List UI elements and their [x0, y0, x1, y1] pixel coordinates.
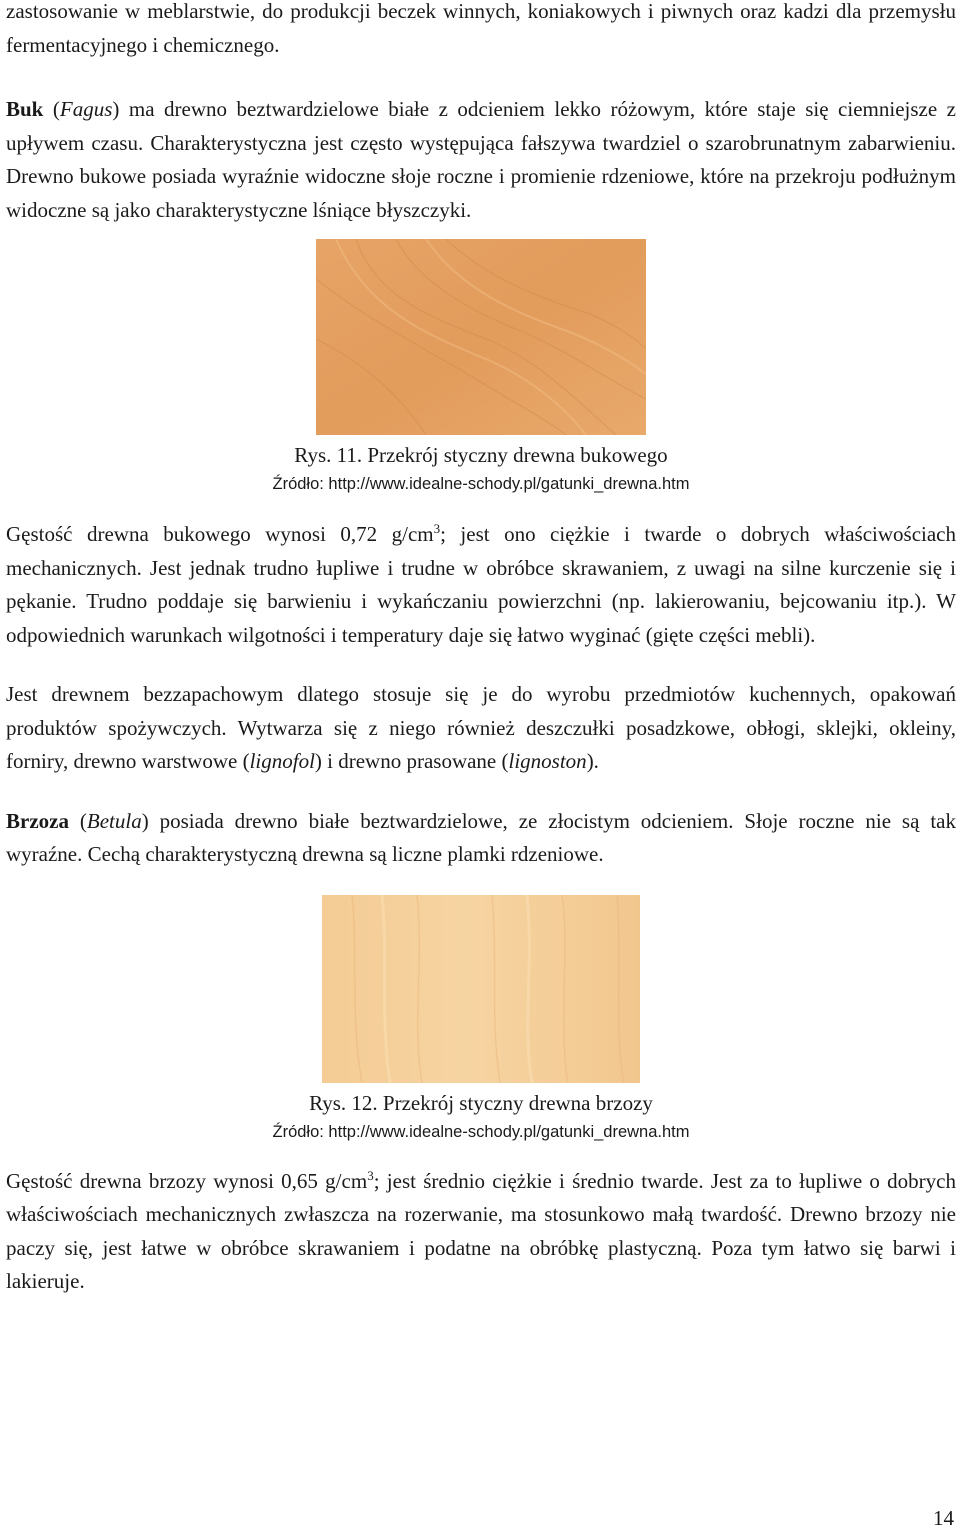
birch-density-exponent: 3 — [367, 1167, 374, 1183]
birch-latin: Betula — [86, 808, 142, 833]
beech-figure — [6, 239, 956, 435]
birch-caption: Rys. 12. Przekrój styczny drewna brzozy — [309, 1090, 653, 1115]
birch-paragraph-2-text: ; jest średnio ciężkie i średnio twarde. Jest za to łupliwe o dobrych właściwościach mechanicznych zwłaszcza na rozerwanie, ma stosunkowo małą twardość. Drewno brzozy nie paczy się, jest łatwe w obróbce skrawaniem i podatne na obróbkę plastyczną. Poza tym łatwo się barwi i lakieruje. — [6, 1168, 956, 1293]
beech-wood-image — [316, 239, 646, 435]
lignoston-term: lignoston — [508, 749, 587, 773]
beech-paragraph-3-text-c: ). — [586, 749, 599, 773]
beech-caption: Rys. 11. Przekrój styczny drewna bukowego — [294, 443, 668, 467]
beech-paragraph-1: Buk (Fagus) ma drewno beztwardzielowe białe z odcieniem lekko różowym, które staje się ciemniejsze z upływem czasu. Charakterystyczna jest często występująca fałszywa twardziel o szarobrunatnym zabarwieniu. Drewno bukowe posiada wyraźnie widoczne słoje roczne i promienie rdzeniowe, które na przekroju podłużnym widoczne są jako charakterystyczne lśniące błyszczyki. — [6, 97, 956, 222]
birch-density-text: Gęstość drewna brzozy wynosi 0,65 g/cm — [6, 1168, 368, 1193]
beech-density-exponent: 3 — [433, 521, 441, 536]
beech-paragraph-2 — [6, 518, 956, 652]
lignofol-term: lignofol — [249, 749, 315, 773]
birch-wood-image — [322, 895, 640, 1083]
beech-paragraph-3-text-a: Jest drewnem bezzapachowym dlatego stosuje się je do wyrobu przedmiotów kuchennych, opakowań produktów spożywczych. Wytwarza się z niego również deszczułki posadzkowe, obłogi, sklejki, okleiny, forniry, drewno warstwowe ( — [6, 682, 956, 773]
birch-figure — [6, 895, 956, 1083]
beech-paragraph-3 — [6, 678, 956, 779]
intro-paragraph: zastosowanie w meblarstwie, do produkcji beczek winnych, koniakowych i piwnych oraz kadzi dla przemysłu fermentacyjnego i chemicznego. — [6, 0, 956, 57]
birch-paragraph-1: Brzoza (Betula) posiada drewno białe beztwardzielowe, ze złocistym odcieniem. Słoje roczne nie są tak wyraźne. Cechą charakterystyczną drewna są liczne plamki rdzeniowe. — [6, 808, 956, 866]
birch-name: Brzoza — [6, 808, 69, 833]
beech-name: Buk — [6, 97, 44, 121]
birch-paragraph-2 — [6, 1165, 956, 1299]
document-page — [6, 0, 956, 1299]
beech-paragraph-2-text: ; jest ono ciężkie i twarde o dobrych właściwościach mechanicznych. Jest jednak trudno łupliwe i trudne w obróbce skrawaniem, z uwagi na silne kurczenie się i pękanie. Trudno poddaje się barwieniu i wykańczaniu powierzchni (np. lakierowaniu, bejcowaniu itp.). W odpowiednich warunkach wilgotności i temperatury daje się łatwo wyginać (gięte części mebli). — [6, 522, 956, 647]
beech-paragraph-1-text: ma drewno beztwardzielowe białe z odcieniem lekko różowym, które staje się ciemniejsze z upływem czasu. Charakterystyczna jest często występująca fałszywa twardziel o szarobrunatnym zabarwieniu. Drewno bukowe posiada wyraźnie widoczne słoje roczne i promienie rdzeniowe, które na przekroju podłużnym widoczne są jako charakterystyczne lśniące błyszczyki. — [6, 97, 956, 222]
birch-paragraph-1-text: posiada drewno białe beztwardzielowe, ze złocistym odcieniem. Słoje roczne nie są tak wyraźne. Cechą charakterystyczną drewna są liczne plamki rdzeniowe. — [6, 808, 956, 866]
beech-density-text: Gęstość drewna bukowego wynosi 0,72 g/cm — [6, 522, 434, 546]
birch-source: Źródło: http://www.idealne-schody.pl/gatunki_drewna.htm — [272, 1122, 690, 1141]
page-number: 14 — [933, 1506, 954, 1530]
beech-paragraph-3-text-b: ) i drewno prasowane ( — [314, 749, 509, 773]
beech-latin: Fagus — [59, 97, 113, 121]
beech-source: Źródło: http://www.idealne-schody.pl/gatunki_drewna.htm — [272, 475, 690, 493]
